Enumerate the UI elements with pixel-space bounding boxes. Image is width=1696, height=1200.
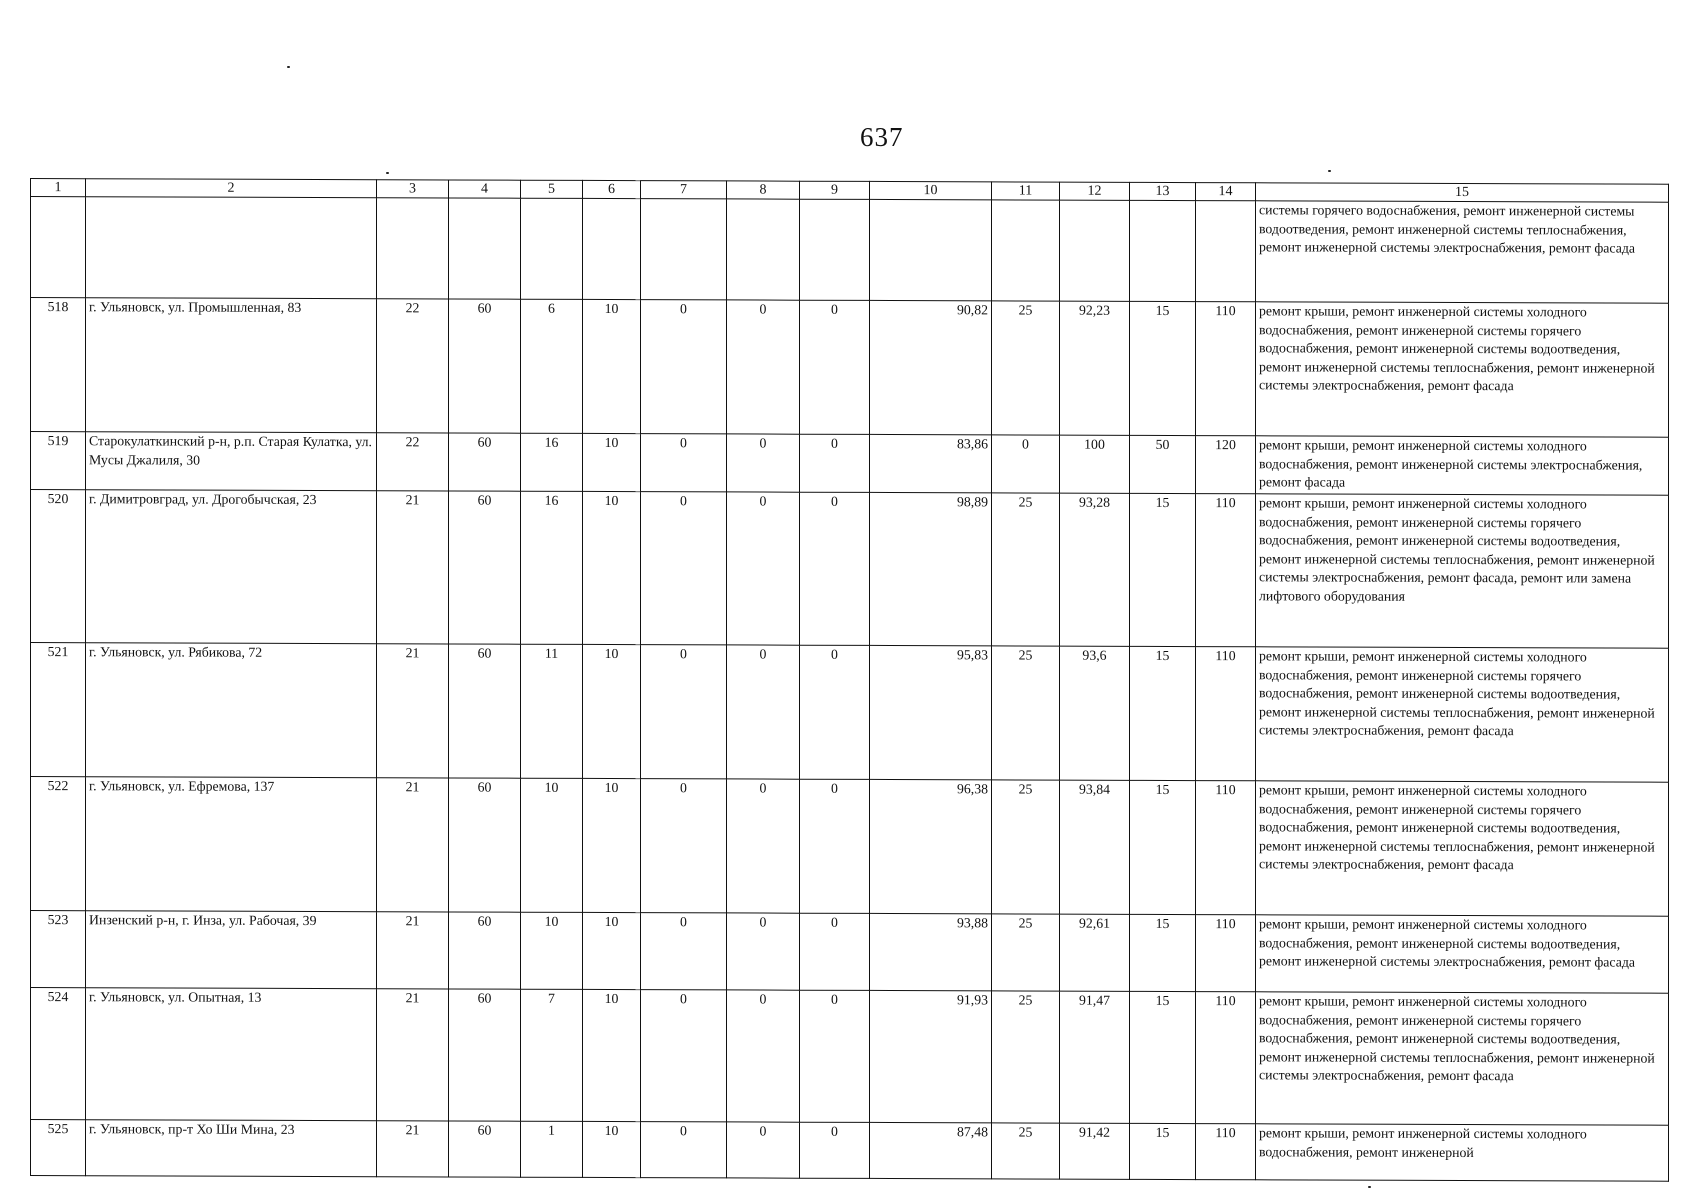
- table-row: [31, 490, 1669, 649]
- cell-col-3: 21: [377, 1121, 449, 1177]
- row-number: [31, 197, 86, 298]
- cell-col-12: 91,47: [1060, 991, 1130, 1123]
- cell-col-5: 7: [521, 989, 583, 1121]
- cell-col-9: 0: [800, 779, 870, 913]
- cell-col-12: 93,6: [1060, 646, 1130, 780]
- cell-col-7: 0: [641, 990, 727, 1122]
- row-works: системы горячего водоснабжения, ремонт инженерной системы водоотведения, ремонт инженерной системы теплоснабжения, ремонт инженерной системы электроснабжения, ремонт фасада: [1256, 201, 1669, 303]
- cell-col-11: 25: [992, 914, 1060, 991]
- row-address: Инзенский р-н, г. Инза, ул. Рабочая, 39: [86, 911, 377, 989]
- cell-col-4: 60: [449, 433, 521, 491]
- cell-col-8: 0: [727, 1122, 800, 1178]
- column-header: 3: [377, 180, 449, 198]
- column-header: 12: [1060, 182, 1130, 200]
- row-number: 521: [31, 643, 86, 777]
- cell-col-8: 0: [727, 779, 800, 913]
- table-row: [31, 777, 1669, 917]
- cell-col-14: [1196, 201, 1256, 302]
- table-row: [31, 643, 1669, 783]
- cell-col-7: 0: [641, 492, 727, 645]
- table-row: [31, 1120, 1669, 1182]
- column-header: 7: [641, 181, 727, 199]
- cell-col-11: 25: [992, 493, 1060, 646]
- cell-col-9: 0: [800, 492, 870, 645]
- row-works: ремонт крыши, ремонт инженерной системы холодного водоснабжения, ремонт инженерной системы горячего водоснабжения, ремонт инженерной системы водоотведения, ремонт инженерной системы теплоснабжения, ремонт инженерной системы электроснабжения, ремонт фасада: [1256, 302, 1669, 437]
- cell-col-12: 100: [1060, 435, 1130, 493]
- cell-col-9: 0: [800, 645, 870, 779]
- row-number: 518: [31, 298, 86, 432]
- cell-col-14: 110: [1196, 1124, 1256, 1180]
- column-header: 2: [86, 179, 377, 198]
- cell-col-5: 6: [521, 299, 583, 433]
- cell-col-12: 92,23: [1060, 301, 1130, 435]
- cell-col-8: [727, 199, 800, 300]
- cell-col-6: 10: [583, 912, 641, 989]
- row-number: 522: [31, 777, 86, 911]
- row-number: 520: [31, 490, 86, 643]
- cell-col-9: 0: [800, 434, 870, 492]
- cell-col-5: 10: [521, 912, 583, 989]
- cell-col-7: 0: [641, 300, 727, 434]
- cell-col-6: 10: [583, 778, 641, 912]
- cell-col-11: [992, 200, 1060, 301]
- cell-col-10: [870, 199, 992, 300]
- cell-col-14: 120: [1196, 436, 1256, 494]
- column-header: 11: [992, 182, 1060, 200]
- column-header: 9: [800, 181, 870, 199]
- cell-col-6: 10: [583, 433, 641, 491]
- cell-col-13: 50: [1130, 435, 1196, 493]
- cell-col-5: 10: [521, 778, 583, 912]
- row-works: ремонт крыши, ремонт инженерной системы холодного водоснабжения, ремонт инженерной системы электроснабжения, ремонт фасада: [1256, 436, 1669, 495]
- cell-col-13: 15: [1130, 991, 1196, 1123]
- cell-col-6: 10: [583, 491, 641, 644]
- column-header: 8: [727, 181, 800, 199]
- cell-col-14: 110: [1196, 302, 1256, 436]
- cell-col-4: 60: [449, 491, 521, 644]
- cell-col-5: 16: [521, 491, 583, 644]
- cell-col-3: 21: [377, 778, 449, 912]
- column-header: 5: [521, 180, 583, 198]
- cell-col-12: 91,42: [1060, 1123, 1130, 1179]
- scan-speck: [287, 66, 290, 68]
- cell-col-4: 60: [449, 778, 521, 912]
- cell-col-5: 11: [521, 644, 583, 778]
- cell-col-11: 25: [992, 991, 1060, 1123]
- cell-col-14: 110: [1196, 494, 1256, 647]
- cell-col-3: 21: [377, 491, 449, 644]
- cell-col-3: 21: [377, 644, 449, 778]
- cell-col-6: 10: [583, 644, 641, 778]
- cell-col-8: 0: [727, 300, 800, 434]
- column-header: 1: [31, 179, 86, 197]
- scan-speck: [1368, 1186, 1371, 1188]
- scan-speck: [1328, 170, 1331, 172]
- column-header: 13: [1130, 182, 1196, 200]
- cell-col-12: 92,61: [1060, 914, 1130, 991]
- cell-col-7: 0: [641, 779, 727, 913]
- cell-col-6: 10: [583, 1121, 641, 1177]
- cell-col-3: [377, 198, 449, 299]
- table-row: [31, 988, 1669, 1126]
- column-header: 6: [583, 180, 641, 198]
- cell-col-11: 25: [992, 1123, 1060, 1179]
- cell-col-11: 0: [992, 435, 1060, 493]
- row-works: ремонт крыши, ремонт инженерной системы холодного водоснабжения, ремонт инженерной системы водоотведения, ремонт инженерной системы электроснабжения, ремонт фасада: [1256, 915, 1669, 993]
- cell-col-10: 96,38: [870, 779, 992, 913]
- cell-col-5: [521, 198, 583, 299]
- cell-col-6: [583, 198, 641, 299]
- cell-col-4: [449, 198, 521, 299]
- cell-col-9: 0: [800, 990, 870, 1122]
- scan-speck: [386, 172, 389, 174]
- cell-col-10: 95,83: [870, 645, 992, 779]
- row-works: ремонт крыши, ремонт инженерной системы холодного водоснабжения, ремонт инженерной системы горячего водоснабжения, ремонт инженерной системы водоотведения, ремонт инженерной системы теплоснабжения, ремонт инженерной системы электроснабжения, ремонт фасада, ремонт или замена лифтового оборудования: [1256, 494, 1669, 648]
- table-row: [31, 911, 1669, 994]
- cell-col-11: 25: [992, 301, 1060, 435]
- cell-col-7: 0: [641, 434, 727, 492]
- row-works: ремонт крыши, ремонт инженерной системы холодного водоснабжения, ремонт инженерной системы горячего водоснабжения, ремонт инженерной системы водоотведения, ремонт инженерной системы теплоснабжения, ремонт инженерной системы электроснабжения, ремонт фасада: [1256, 647, 1669, 782]
- row-address: Старокулаткинский р-н, р.п. Старая Кулатка, ул. Мусы Джалиля, 30: [86, 432, 377, 491]
- cell-col-14: 110: [1196, 781, 1256, 915]
- cell-col-11: 25: [992, 780, 1060, 914]
- cell-col-13: 15: [1130, 914, 1196, 991]
- cell-col-14: 110: [1196, 915, 1256, 992]
- cell-col-13: 15: [1130, 301, 1196, 435]
- row-number: 523: [31, 911, 86, 988]
- cell-col-8: 0: [727, 645, 800, 779]
- cell-col-7: 0: [641, 913, 727, 990]
- row-works: ремонт крыши, ремонт инженерной системы холодного водоснабжения, ремонт инженерной системы горячего водоснабжения, ремонт инженерной системы водоотведения, ремонт инженерной системы теплоснабжения, ремонт инженерной системы электроснабжения, ремонт фасада: [1256, 781, 1669, 916]
- cell-col-7: 0: [641, 645, 727, 779]
- column-header: 10: [870, 181, 992, 199]
- row-address: г. Ульяновск, ул. Промышленная, 83: [86, 298, 377, 433]
- cell-col-10: 98,89: [870, 492, 992, 645]
- cell-col-13: 15: [1130, 780, 1196, 914]
- row-works: ремонт крыши, ремонт инженерной системы холодного водоснабжения, ремонт инженерной: [1256, 1124, 1669, 1181]
- row-address: г. Ульяновск, пр-т Хо Ши Мина, 23: [86, 1120, 377, 1177]
- row-number: 525: [31, 1120, 86, 1176]
- cell-col-3: 21: [377, 989, 449, 1121]
- table-row: [31, 432, 1669, 496]
- cell-col-10: 91,93: [870, 990, 992, 1122]
- cell-col-8: 0: [727, 492, 800, 645]
- row-address: г. Димитровград, ул. Дрогобычская, 23: [86, 490, 377, 644]
- cell-col-3: 21: [377, 912, 449, 989]
- cell-col-3: 22: [377, 433, 449, 491]
- cell-col-8: 0: [727, 434, 800, 492]
- cell-col-4: 60: [449, 299, 521, 433]
- cell-col-7: [641, 199, 727, 300]
- row-works: ремонт крыши, ремонт инженерной системы холодного водоснабжения, ремонт инженерной системы горячего водоснабжения, ремонт инженерной системы водоотведения, ремонт инженерной системы теплоснабжения, ремонт инженерной системы электроснабжения, ремонт фасада: [1256, 992, 1669, 1125]
- row-address: г. Ульяновск, ул. Ефремова, 137: [86, 777, 377, 912]
- cell-col-8: 0: [727, 913, 800, 990]
- cell-col-4: 60: [449, 644, 521, 778]
- cell-col-4: 60: [449, 1121, 521, 1177]
- row-number: 519: [31, 432, 86, 490]
- cell-col-9: 0: [800, 300, 870, 434]
- cell-col-3: 22: [377, 299, 449, 433]
- row-address: [86, 197, 377, 299]
- cell-col-9: [800, 199, 870, 300]
- cell-col-13: 15: [1130, 646, 1196, 780]
- row-number: 524: [31, 988, 86, 1120]
- cell-col-12: 93,84: [1060, 780, 1130, 914]
- row-address: г. Ульяновск, ул. Опытная, 13: [86, 988, 377, 1121]
- cell-col-13: 15: [1130, 493, 1196, 646]
- cell-col-8: 0: [727, 990, 800, 1122]
- cell-col-7: 0: [641, 1122, 727, 1178]
- page-number: 637: [860, 122, 904, 152]
- cell-col-4: 60: [449, 989, 521, 1121]
- row-address: г. Ульяновск, ул. Рябикова, 72: [86, 643, 377, 778]
- cell-col-10: 87,48: [870, 1122, 992, 1178]
- cell-col-9: 0: [800, 913, 870, 990]
- cell-col-10: 90,82: [870, 300, 992, 434]
- column-header: 14: [1196, 183, 1256, 201]
- column-header: 15: [1256, 183, 1669, 202]
- cell-col-13: [1130, 200, 1196, 301]
- cell-col-10: 93,88: [870, 913, 992, 990]
- column-header: 4: [449, 180, 521, 198]
- register-table: [30, 178, 1669, 1182]
- cell-col-4: 60: [449, 912, 521, 989]
- cell-col-5: 16: [521, 433, 583, 491]
- cell-col-6: 10: [583, 989, 641, 1121]
- cell-col-9: 0: [800, 1122, 870, 1178]
- cell-col-14: 110: [1196, 992, 1256, 1124]
- cell-col-6: 10: [583, 299, 641, 433]
- cell-col-10: 83,86: [870, 434, 992, 492]
- cell-col-13: 15: [1130, 1123, 1196, 1179]
- cell-col-5: 1: [521, 1121, 583, 1177]
- cell-col-14: 110: [1196, 647, 1256, 781]
- cell-col-12: [1060, 200, 1130, 301]
- table-row: [31, 298, 1669, 438]
- cell-col-12: 93,28: [1060, 493, 1130, 646]
- table-row: [31, 197, 1669, 304]
- cell-col-11: 25: [992, 646, 1060, 780]
